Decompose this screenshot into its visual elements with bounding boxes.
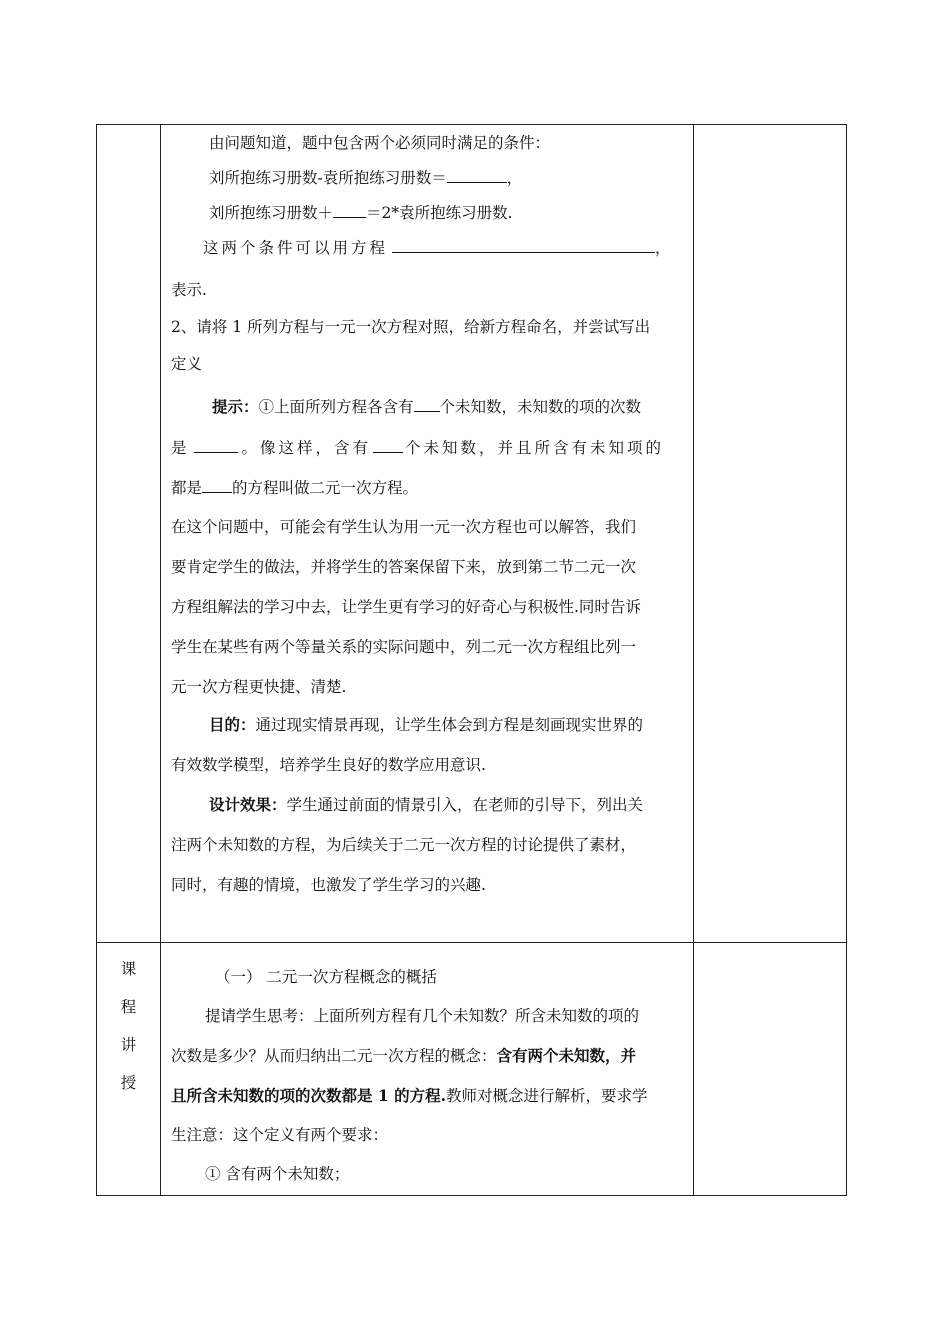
section-label-char: 讲 xyxy=(120,1036,137,1054)
text-line: 方程组解法的学习中去，让学生更有学习的好奇心与积极性.同时告诉 xyxy=(171,598,641,616)
hint-label: 提示： xyxy=(212,397,259,416)
text-line: 由问题知道，题中包含两个必须同时满足的条件： xyxy=(209,134,551,152)
text-segment: 刘所抱练习册数＋ xyxy=(209,204,334,222)
text-segment: ＝2*袁所抱练习册数. xyxy=(366,204,513,222)
text-line: 表示. xyxy=(171,281,207,299)
side-cell xyxy=(97,125,161,943)
section-label-char: 授 xyxy=(120,1074,137,1092)
text-line: 元一次方程更快捷、清楚. xyxy=(171,678,347,696)
text-segment: 的方程叫做二元一次方程。 xyxy=(232,479,419,497)
fill-blank xyxy=(373,438,403,453)
text-line xyxy=(171,1046,683,1066)
text-line: 定义 xyxy=(171,355,203,373)
text-segment: ①上面所列方程各含有 xyxy=(258,398,414,416)
text-line xyxy=(171,203,683,223)
section-label xyxy=(97,950,160,1102)
text-segment: 通过现实情景再现，让学生体会到方程是刻画现实世界的 xyxy=(255,716,644,734)
content-cell xyxy=(161,125,694,943)
text-line: 提请学生思考：上面所列方程有几个未知数？所含未知数的项的 xyxy=(205,1007,640,1025)
hint-line xyxy=(171,397,683,417)
text-line xyxy=(171,478,683,498)
text-segment: 学生通过前面的情景引入，在老师的引导下，列出关 xyxy=(286,796,644,814)
text-segment: 是 xyxy=(171,439,190,457)
text-segment: 次数是多少？从而归纳出二元一次方程的概念： xyxy=(171,1047,497,1065)
lesson-plan-table xyxy=(96,124,847,1196)
definition-text: 含有两个未知数，并 xyxy=(496,1046,637,1065)
text-segment: 个未知数，并且所含有未知项的 xyxy=(405,439,665,457)
side-cell xyxy=(97,943,161,1196)
fill-blank xyxy=(392,238,655,253)
fill-blank xyxy=(414,397,440,412)
fill-blank xyxy=(202,478,232,493)
list-item: ① 含有两个未知数； xyxy=(205,1165,350,1183)
text-line: 要肯定学生的做法，并将学生的答案保留下来，放到第二节二元一次 xyxy=(171,558,637,576)
text-segment: 都是 xyxy=(171,479,203,497)
effect-line xyxy=(171,795,683,815)
text-line: 学生在某些有两个等量关系的实际问题中，列二元一次方程组比列一 xyxy=(171,638,637,656)
notes-cell xyxy=(694,943,847,1196)
table-row xyxy=(97,943,847,1196)
goal-label: 目的： xyxy=(209,715,256,734)
definition-text: 且所含未知数的项的次数都是 1 的方程. xyxy=(171,1086,446,1105)
fill-blank xyxy=(194,438,238,453)
text-segment: 个未知数，未知数的项的次数 xyxy=(439,398,642,416)
section-heading: （一） 二元一次方程概念的概括 xyxy=(215,968,437,986)
fill-blank xyxy=(333,203,366,218)
table-row xyxy=(97,125,847,943)
text-segment: ， xyxy=(506,169,523,187)
text-segment: 刘所抱练习册数-袁所抱练习册数＝ xyxy=(209,169,447,187)
effect-label: 设计效果： xyxy=(209,795,287,814)
section-label-char: 课 xyxy=(120,960,137,978)
text-segment: 这两个条件可以用方程 xyxy=(203,239,389,257)
text-segment: 教师对概念进行解析，要求学 xyxy=(445,1087,648,1105)
text-line xyxy=(171,438,683,458)
text-line: 同时，有趣的情境，也激发了学生学习的兴趣. xyxy=(171,876,486,894)
text-line xyxy=(171,168,683,188)
notes-cell xyxy=(694,125,847,943)
fill-blank xyxy=(447,168,507,183)
text-line: 生注意：这个定义有两个要求： xyxy=(171,1126,389,1144)
text-line: 在这个问题中，可能会有学生认为用一元一次方程也可以解答，我们 xyxy=(171,518,637,536)
content-cell xyxy=(161,943,694,1196)
goal-line xyxy=(171,715,683,735)
text-segment: ， xyxy=(655,239,674,257)
section-label-char: 程 xyxy=(120,998,137,1016)
text-line xyxy=(171,238,683,258)
text-line: 注两个未知数的方程，为后续关于二元一次方程的讨论提供了素材， xyxy=(171,836,637,854)
text-line xyxy=(171,1086,683,1106)
text-segment: 。像这样，含有 xyxy=(241,439,372,457)
text-line: 有效数学模型，培养学生良好的数学应用意识. xyxy=(171,756,486,774)
text-line: 2、请将 1 所列方程与一元一次方程对照，给新方程命名，并尝试写出 xyxy=(171,318,651,336)
